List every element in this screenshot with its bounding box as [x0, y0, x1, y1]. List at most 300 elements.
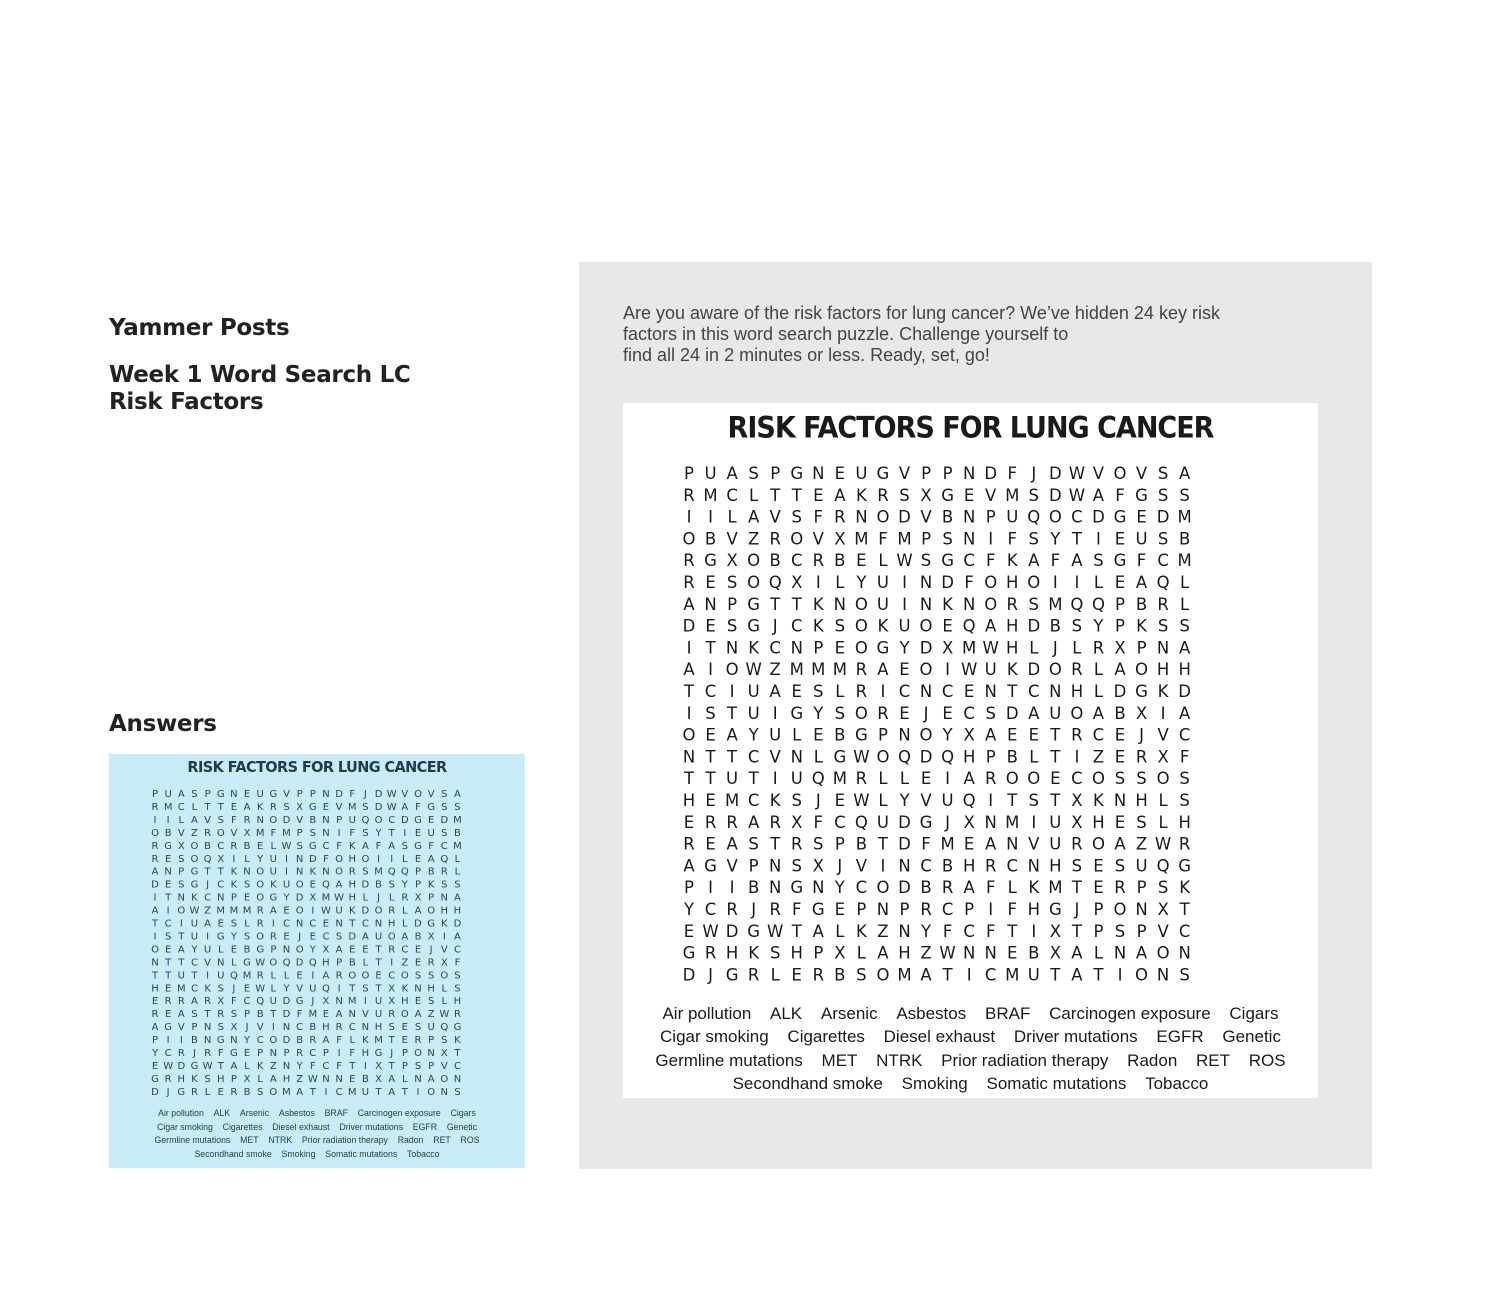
grid-letter: D — [348, 931, 357, 943]
grid-letter: V — [1092, 464, 1105, 483]
grid-letter: S — [1179, 965, 1190, 985]
grid-letter: T — [877, 834, 888, 854]
grid-letter: U — [374, 996, 383, 1008]
grid-letter: E — [1114, 529, 1126, 549]
grid-letter: N — [962, 529, 976, 549]
grid-letter: M — [321, 892, 331, 904]
grid-letter: W — [1068, 464, 1086, 483]
grid-letter: N — [1006, 834, 1019, 854]
grid-letter: C — [204, 892, 212, 904]
grid-letter: I — [206, 970, 210, 982]
grid-letter: P — [401, 1048, 408, 1059]
grid-letter: C — [283, 918, 290, 930]
grid-letter: V — [855, 856, 868, 876]
grid-letter: U — [747, 703, 760, 723]
grid-letter: C — [217, 840, 225, 852]
grid-letter: I — [311, 970, 315, 982]
grid-letter: R — [1157, 594, 1169, 614]
grid-letter: B — [1114, 703, 1126, 723]
grid-letter: S — [454, 983, 461, 995]
grid-letter: T — [770, 485, 781, 505]
grid-letter: H — [387, 918, 396, 930]
grid-letter: F — [964, 573, 974, 592]
grid-letter: P — [985, 747, 996, 767]
grid-letter: G — [790, 878, 804, 898]
grid-letter: W — [334, 892, 345, 904]
grid-letter: Y — [1050, 529, 1061, 549]
grid-letter: K — [748, 638, 760, 658]
grid-letter: Q — [1156, 856, 1170, 876]
grid-letter: P — [942, 464, 953, 483]
grid-letter: R — [204, 827, 212, 839]
grid-letter: F — [813, 507, 824, 527]
grid-letter: C — [1092, 725, 1105, 745]
grid-letter: R — [414, 1035, 422, 1047]
grid-letter: T — [1179, 900, 1190, 919]
grid-letter: H — [962, 856, 976, 876]
grid-letter: R — [855, 682, 868, 701]
grid-letter: F — [428, 840, 435, 852]
grid-letter: D — [361, 879, 370, 891]
grid-letter: U — [348, 814, 356, 826]
grid-letter: S — [230, 1009, 238, 1021]
grid-letter: R — [855, 769, 868, 789]
grid-letter: A — [361, 931, 369, 943]
grid-letter: R — [164, 1073, 172, 1085]
grid-letter: E — [1093, 878, 1104, 898]
grid-letter: S — [217, 983, 224, 995]
grid-letter: N — [984, 812, 997, 832]
grid-letter: G — [295, 996, 304, 1008]
grid-letter: B — [191, 1035, 198, 1047]
grid-letter: W — [307, 1073, 318, 1085]
grid-letter: O — [854, 638, 868, 658]
grid-letter: D — [682, 616, 696, 636]
grid-letter: O — [919, 616, 933, 636]
grid-letter: P — [748, 856, 759, 876]
grid-letter: E — [834, 638, 846, 658]
grid-letter: D — [919, 747, 933, 767]
grid-letter: C — [1178, 725, 1191, 745]
grid-letter: J — [1139, 725, 1144, 745]
grid-letter: I — [772, 769, 778, 789]
grid-letter: V — [1028, 834, 1040, 854]
grid-letter: S — [1157, 529, 1169, 549]
grid-letter: N — [1156, 965, 1170, 985]
grid-letter: P — [414, 866, 422, 878]
grid-letter: Z — [769, 660, 781, 680]
grid-letter: C — [322, 1060, 330, 1072]
grid-letter: N — [230, 789, 238, 800]
grid-letter: Y — [899, 791, 910, 810]
grid-letter: M — [854, 529, 869, 549]
grid-letter: N — [898, 921, 911, 941]
grid-letter: X — [1049, 921, 1062, 941]
grid-letter: S — [942, 529, 953, 549]
grid-letter: C — [790, 616, 803, 636]
grid-letter: S — [1157, 485, 1169, 505]
grid-letter: A — [191, 814, 198, 826]
grid-letter: T — [1071, 921, 1082, 941]
grid-letter: R — [256, 970, 264, 982]
grid-letter: O — [984, 594, 998, 614]
grid-letter: V — [204, 814, 212, 826]
grid-letter: V — [769, 507, 781, 527]
grid-letter: E — [283, 905, 290, 917]
grid-letter: N — [769, 856, 782, 876]
grid-letter: T — [270, 1009, 277, 1021]
grid-letter: R — [769, 812, 781, 832]
grid-letter: Q — [768, 573, 782, 592]
grid-letter: E — [942, 703, 953, 723]
word-list-item: Radon — [1127, 1050, 1178, 1070]
grid-letter: V — [920, 791, 932, 810]
grid-letter: O — [269, 814, 278, 826]
grid-letter: B — [747, 878, 760, 898]
grid-letter: S — [309, 827, 316, 839]
word-list-item: RET — [433, 1135, 451, 1147]
grid-letter: R — [791, 834, 803, 854]
grid-letter: V — [361, 1009, 369, 1021]
grid-letter: N — [919, 682, 933, 701]
grid-letter: R — [453, 1009, 461, 1021]
grid-letter: E — [164, 879, 172, 891]
grid-letter: S — [217, 1022, 224, 1034]
grid-letter: C — [440, 840, 448, 852]
grid-letter: A — [726, 464, 738, 483]
grid-letter: H — [1006, 638, 1019, 658]
grid-letter: U — [876, 812, 889, 832]
grid-letter: S — [834, 703, 846, 723]
grid-letter: N — [322, 866, 330, 878]
grid-letter: N — [322, 1073, 330, 1085]
grid-letter: Z — [427, 1009, 435, 1021]
grid-letter: U — [855, 464, 868, 483]
grid-letter: I — [686, 507, 692, 527]
grid-letter: M — [242, 905, 252, 917]
grid-letter: V — [296, 983, 304, 995]
grid-letter: V — [920, 507, 932, 527]
grid-letter: Y — [283, 892, 290, 904]
grid-letter: T — [791, 921, 802, 941]
grid-letter: F — [1007, 464, 1017, 483]
grid-letter: S — [1157, 878, 1169, 898]
grid-letter: M — [255, 827, 265, 839]
grid-letter: Y — [230, 931, 237, 943]
grid-letter: G — [427, 918, 436, 930]
grid-letter: H — [361, 1048, 370, 1059]
grid-letter: Y — [401, 879, 408, 891]
grid-letter: D — [1092, 507, 1105, 527]
grid-letter: L — [1158, 812, 1168, 832]
grid-letter: F — [1179, 747, 1190, 767]
grid-letter: F — [349, 789, 356, 800]
grid-letter: B — [769, 551, 781, 571]
grid-letter: E — [1136, 507, 1147, 527]
grid-letter: D — [941, 573, 954, 592]
grid-letter: E — [401, 1022, 409, 1034]
grid-letter: E — [834, 791, 846, 810]
grid-letter: N — [898, 725, 911, 745]
grid-letter: I — [1117, 965, 1123, 985]
grid-letter: Y — [309, 944, 316, 956]
grid-letter: X — [322, 996, 330, 1008]
grid-letter: A — [204, 918, 212, 930]
grid-letter: U — [269, 996, 278, 1008]
grid-letter: S — [1136, 769, 1147, 789]
grid-letter: E — [257, 840, 264, 852]
grid-letter: E — [322, 1009, 330, 1021]
grid-letter: O — [256, 866, 265, 878]
grid-letter: I — [403, 827, 407, 839]
grid-letter: R — [256, 918, 264, 930]
grid-letter: A — [388, 840, 396, 852]
grid-letter: D — [1005, 703, 1019, 723]
grid-letter: B — [243, 840, 251, 852]
grid-letter: T — [217, 801, 224, 813]
grid-letter: Q — [322, 879, 330, 891]
grid-letter: O — [414, 789, 422, 800]
grid-letter: W — [386, 789, 397, 800]
grid-letter: Y — [834, 878, 845, 898]
grid-letter: O — [1027, 573, 1041, 592]
grid-letter: U — [1049, 812, 1062, 832]
grid-letter: D — [374, 789, 383, 800]
puzzle-card — [623, 403, 1318, 1098]
grid-letter: I — [988, 529, 994, 549]
grid-letter: F — [1007, 900, 1017, 919]
grid-letter: G — [704, 551, 717, 571]
grid-letter: G — [164, 840, 173, 852]
grid-letter: L — [217, 944, 224, 956]
grid-letter: A — [726, 725, 738, 745]
grid-letter: I — [945, 660, 951, 680]
grid-letter: U — [898, 616, 911, 636]
word-list-item: Genetic — [446, 1121, 478, 1133]
grid-letter: R — [177, 1048, 185, 1059]
grid-letter: G — [747, 616, 761, 636]
grid-letter: J — [311, 996, 315, 1008]
grid-letter: S — [748, 464, 759, 483]
grid-letter: C — [747, 747, 760, 767]
intro-text — [623, 303, 1323, 366]
grid-letter: A — [177, 944, 185, 956]
grid-letter: Q — [308, 957, 317, 969]
grid-letter: Y — [748, 725, 759, 745]
grid-letter: L — [878, 791, 888, 810]
grid-letter: N — [217, 892, 225, 904]
grid-letter: N — [427, 1048, 435, 1059]
grid-letter: M — [1005, 965, 1020, 985]
grid-letter: W — [163, 1060, 174, 1072]
grid-letter: N — [962, 507, 976, 527]
grid-letter: I — [179, 1035, 183, 1047]
grid-letter: P — [178, 866, 185, 878]
grid-letter: H — [322, 1022, 330, 1034]
grid-letter: O — [1091, 769, 1105, 789]
grid-letter: H — [282, 1073, 291, 1085]
grid-letter: H — [898, 943, 911, 963]
grid-letter: K — [427, 879, 435, 891]
grid-letter: O — [177, 905, 186, 917]
grid-letter: Q — [387, 866, 396, 878]
grid-letter: L — [283, 970, 290, 982]
grid-letter: Y — [899, 638, 910, 658]
grid-letter: N — [322, 827, 330, 839]
grid-letter: A — [1028, 551, 1040, 571]
word-list-item: Tobacco — [1145, 1073, 1209, 1093]
grid-letter: B — [454, 827, 461, 839]
post-title-line-1: Week 1 Word Search LC — [109, 362, 411, 388]
grid-letter: O — [269, 1086, 278, 1098]
grid-letter: B — [427, 866, 435, 878]
grid-letter: X — [834, 529, 846, 549]
grid-letter: M — [940, 834, 955, 854]
grid-letter: K — [256, 1060, 264, 1072]
grid-letter: F — [323, 853, 329, 865]
grid-letter: U — [190, 931, 199, 943]
grid-letter: E — [349, 1073, 356, 1085]
grid-letter: I — [772, 703, 778, 723]
grid-letter: L — [270, 970, 277, 982]
grid-letter: S — [1114, 769, 1126, 789]
grid-letter: L — [454, 866, 461, 878]
grid-letter: R — [704, 943, 717, 963]
grid-letter: L — [1180, 573, 1190, 592]
grid-letter: O — [747, 551, 761, 571]
grid-letter: N — [322, 814, 330, 826]
grid-letter: V — [812, 529, 824, 549]
grid-letter: M — [308, 1009, 318, 1021]
grid-letter: E — [1114, 747, 1126, 767]
grid-letter: B — [243, 944, 251, 956]
grid-letter: H — [374, 1022, 383, 1034]
grid-letter: E — [243, 892, 251, 904]
grid-letter: X — [1157, 747, 1169, 767]
grid-letter: K — [942, 594, 954, 614]
grid-letter: A — [269, 1073, 277, 1085]
grid-letter: X — [1049, 943, 1062, 963]
grid-letter: G — [1113, 551, 1127, 571]
grid-letter: X — [834, 943, 846, 963]
grid-letter: S — [283, 801, 290, 813]
grid-letter: G — [833, 747, 847, 767]
grid-letter: U — [177, 970, 185, 982]
grid-letter: W — [321, 905, 331, 917]
grid-letter: I — [1052, 573, 1058, 592]
word-list-item: Smoking — [901, 1073, 968, 1093]
grid-letter: I — [880, 856, 886, 876]
grid-letter: U — [269, 866, 278, 878]
grid-letter: E — [164, 944, 172, 956]
grid-letter: S — [441, 801, 448, 813]
grid-letter: O — [440, 1073, 449, 1085]
grid-letter: K — [441, 918, 448, 930]
grid-letter: M — [832, 660, 847, 680]
grid-letter: C — [1006, 856, 1019, 876]
grid-letter: G — [453, 1022, 462, 1034]
grid-letter: E — [217, 1086, 224, 1098]
grid-letter: S — [813, 682, 824, 701]
grid-letter: L — [441, 983, 448, 995]
grid-letter: S — [296, 840, 303, 852]
grid-letter: M — [962, 638, 977, 658]
grid-letter: I — [363, 1060, 367, 1072]
word-list-item: Smoking — [281, 1148, 316, 1160]
grid-letter: O — [216, 827, 225, 839]
grid-letter: X — [1114, 638, 1126, 658]
grid-letter: G — [414, 814, 422, 826]
grid-letter: N — [164, 866, 172, 878]
grid-letter: N — [725, 638, 739, 658]
grid-letter: O — [1048, 660, 1062, 680]
grid-letter: U — [941, 791, 954, 810]
grid-letter: S — [362, 801, 369, 813]
grid-letter: U — [1049, 703, 1062, 723]
grid-letter: C — [790, 551, 803, 571]
grid-letter: L — [878, 551, 888, 571]
grid-letter: E — [283, 931, 290, 943]
grid-letter: L — [244, 853, 250, 865]
grid-letter: V — [427, 789, 435, 800]
grid-letter: R — [151, 840, 159, 852]
grid-letter: T — [375, 944, 382, 956]
grid-letter: I — [166, 1035, 170, 1047]
grid-letter: O — [335, 866, 344, 878]
grid-letter: R — [812, 965, 825, 985]
grid-letter: D — [400, 814, 409, 826]
grid-letter: Q — [361, 814, 370, 826]
grid-letter: H — [348, 892, 357, 904]
grid-letter: A — [388, 1086, 396, 1098]
grid-letter: O — [1156, 943, 1170, 963]
grid-letter: E — [309, 931, 316, 943]
grid-letter: R — [984, 856, 997, 876]
grid-letter: S — [726, 573, 738, 592]
grid-letter: U — [1135, 856, 1148, 876]
grid-letter: P — [1115, 616, 1125, 636]
word-list-item: Arsenic — [820, 1004, 878, 1023]
grid-letter: W — [439, 1009, 450, 1021]
word-list-item: Somatic mutations — [325, 1148, 398, 1160]
grid-letter: X — [1135, 703, 1148, 723]
grid-letter: S — [726, 616, 738, 636]
grid-letter: C — [322, 931, 330, 943]
grid-letter: L — [270, 983, 277, 995]
grid-letter: M — [832, 769, 847, 789]
grid-letter: J — [429, 944, 433, 956]
grid-letter: H — [348, 879, 357, 891]
grid-letter: I — [337, 827, 341, 839]
grid-letter: U — [256, 789, 264, 800]
grid-letter: K — [256, 801, 264, 813]
word-list-item: NTRK — [876, 1050, 923, 1070]
grid-letter: L — [270, 840, 277, 852]
grid-letter: I — [686, 703, 692, 723]
grid-letter: I — [988, 900, 994, 919]
grid-letter: L — [878, 769, 888, 789]
grid-letter: D — [919, 638, 933, 658]
grid-letter: O — [400, 970, 409, 982]
grid-letter: A — [1071, 965, 1083, 985]
grid-letter: U — [1006, 507, 1019, 527]
grid-letter: M — [1177, 551, 1192, 571]
grid-letter: R — [1071, 834, 1083, 854]
grid-letter: L — [402, 1073, 408, 1085]
grid-letter: D — [440, 814, 449, 826]
grid-letter: P — [684, 464, 694, 483]
grid-letter: H — [177, 1073, 186, 1085]
